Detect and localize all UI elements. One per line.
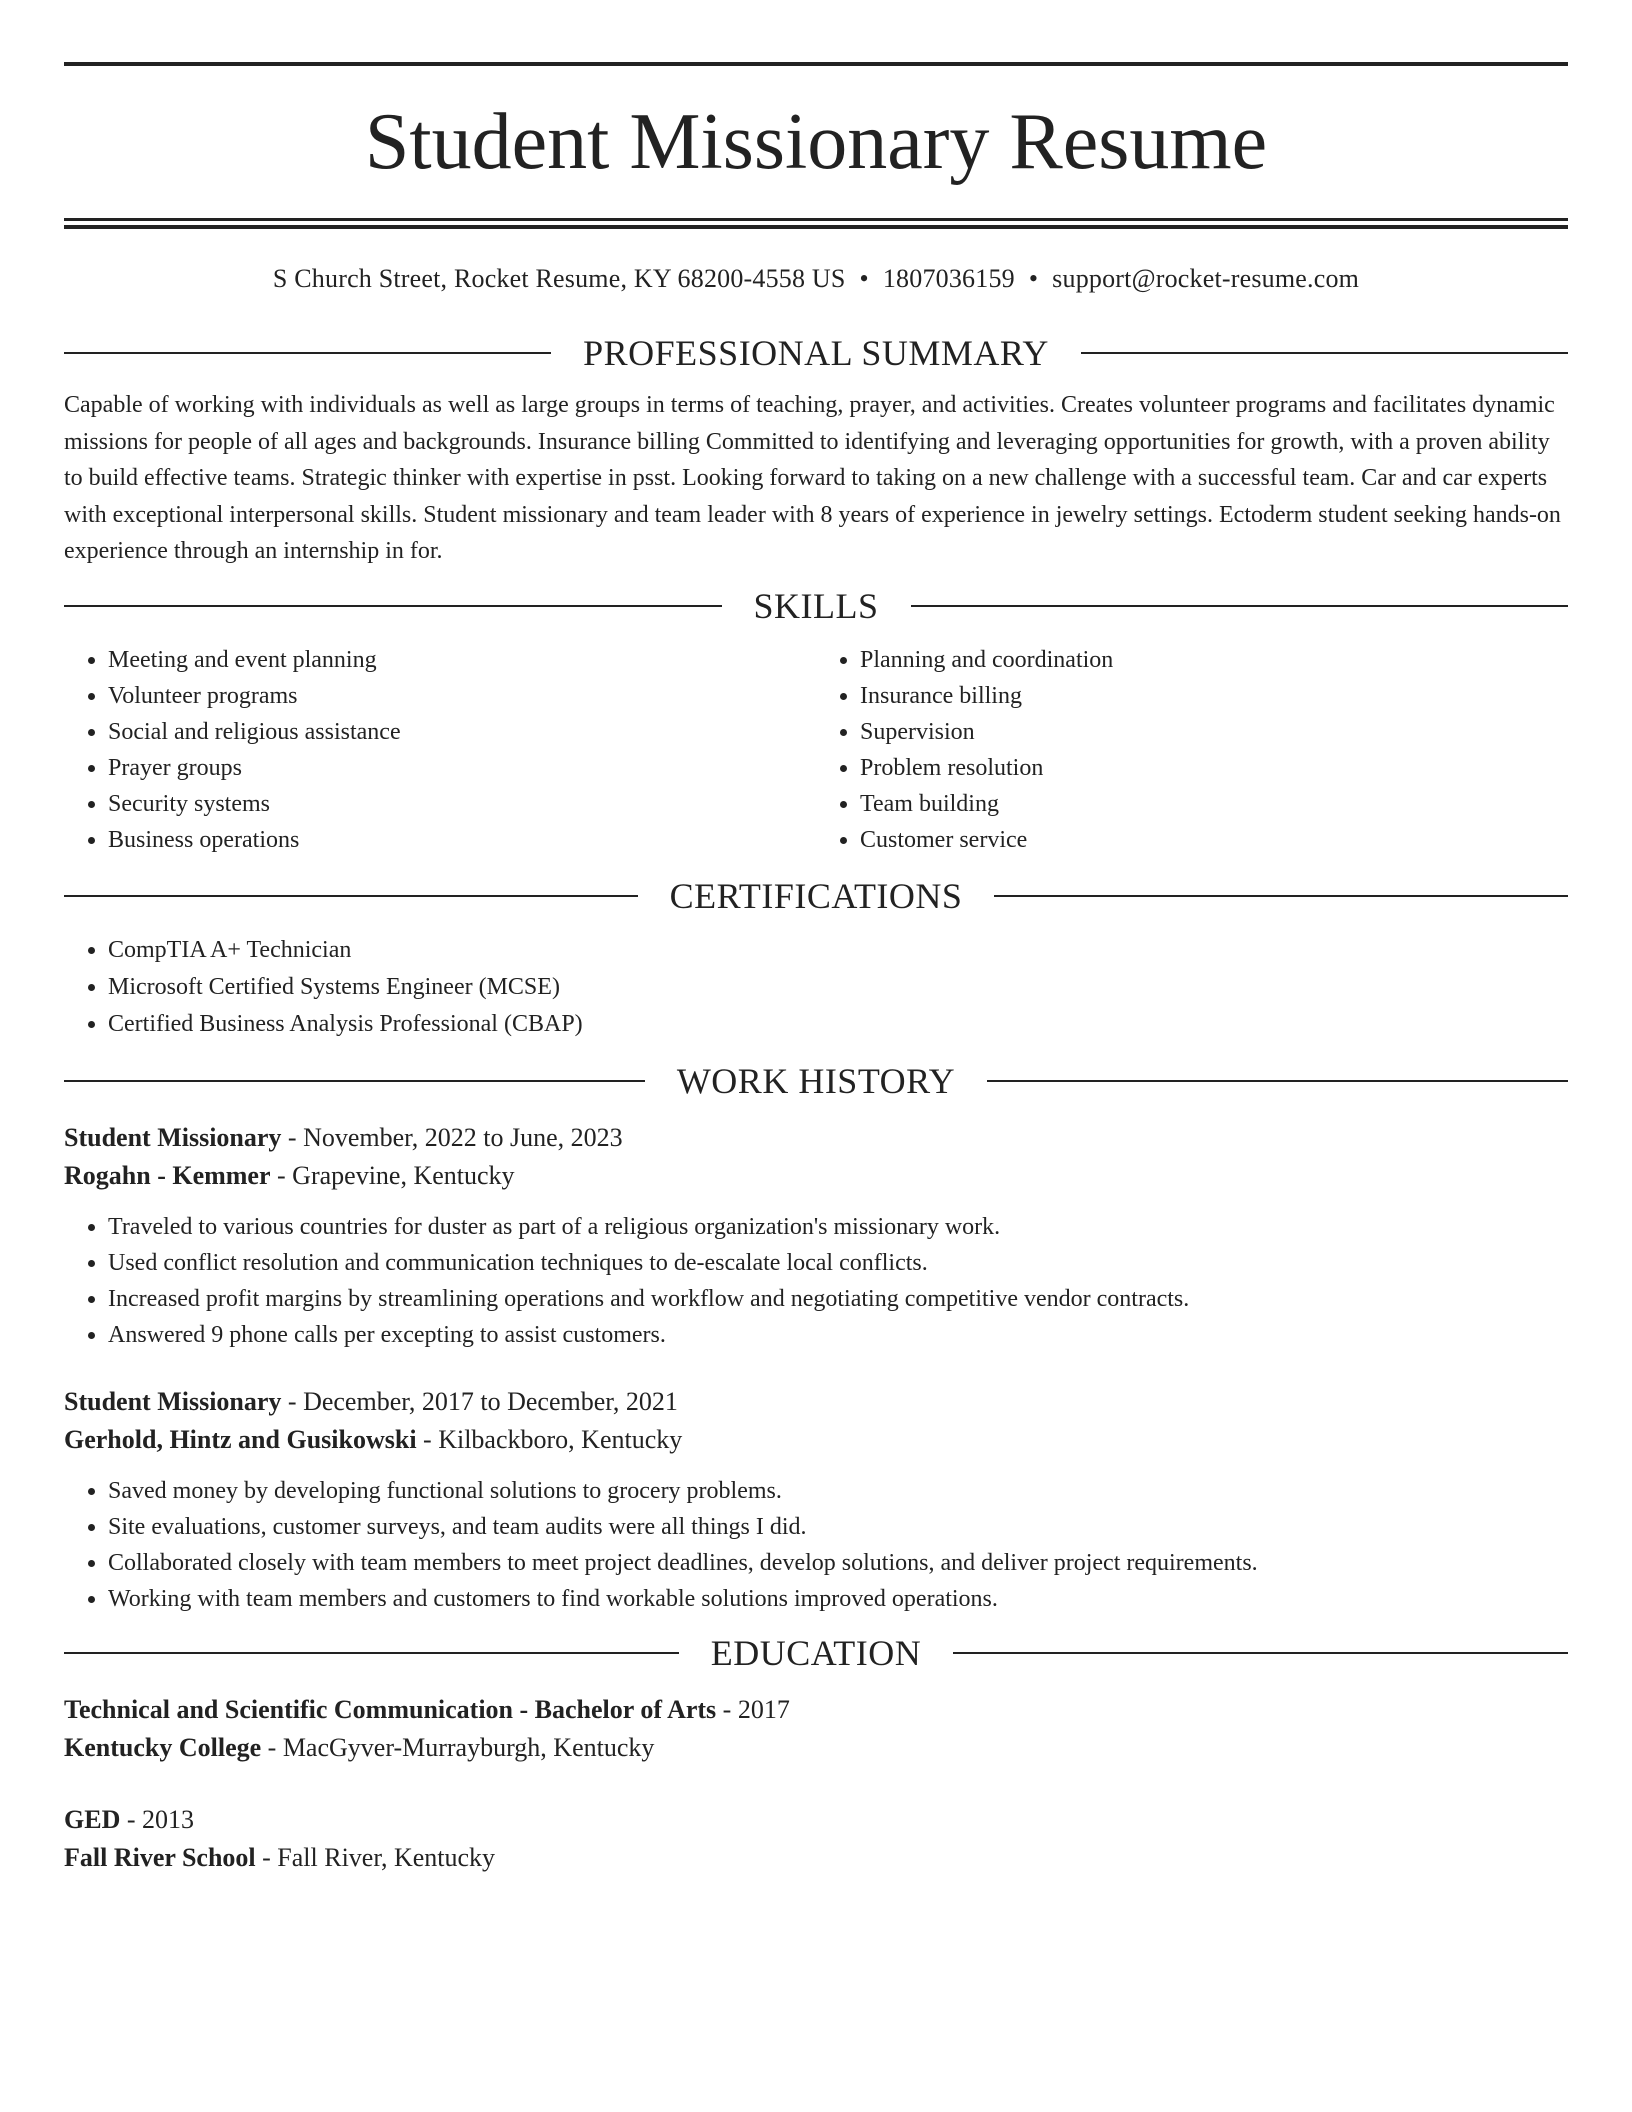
section-heading-work (64, 1059, 1568, 1103)
summary-text: Capable of working with individuals as well as large groups in terms of teaching, prayer, and activities. Creates volunteer programs and facilitates dynamic missions for people of all ages and backgrounds. Insurance billing Committed to identifying and leveraging opportunities for growth, with a proven ability to build effective teams. Strategic thinker with expertise in psst. Looking forward to taking on a new challenge with a successful team. Car and car experts with exceptional interpersonal skills. Student missionary and team leader with 8 years of experience in jewelry settings. Ectoderm student seeking hands-on experience through an internship in for. (64, 392, 1561, 564)
contact-line (64, 263, 1568, 295)
section-title-education: EDUCATION (710, 1632, 922, 1673)
heading-rule-left (64, 352, 551, 354)
heading-rule-left (64, 895, 638, 897)
degree-year: - 2017 (716, 1694, 790, 1724)
certification-item: • Microsoft Certified Systems Engineer (MCSE) (108, 969, 1568, 1006)
skill-item: • Prayer groups (108, 750, 816, 786)
section-title-summary: PROFESSIONAL SUMMARY (583, 333, 1049, 373)
heading-rule-right (911, 605, 1569, 607)
top-rule (64, 62, 1568, 66)
job-bullet: • Working with team members and customers to find workable solutions improved operations. (108, 1581, 1568, 1617)
job-dates: - November, 2022 to June, 2023 (281, 1122, 623, 1152)
job-bullet: • Traveled to various countries for duster as part of a religious organization's missionary work. (108, 1209, 1568, 1245)
resume-title: Student Missionary Resume (364, 98, 1268, 186)
job-title-line (64, 1383, 1568, 1421)
skill-item: • Meeting and event planning (108, 642, 816, 678)
section-heading-certifications (64, 874, 1568, 918)
contact-separator: • (1028, 264, 1039, 293)
skill-item: • Problem resolution (860, 750, 1568, 786)
section-title-certifications: CERTIFICATIONS (669, 875, 963, 916)
degree-name: Technical and Scientific Communication - Bachelor of Arts (64, 1694, 717, 1724)
job-bullet: • Used conflict resolution and communication techniques to de-escalate local conflicts. (108, 1245, 1568, 1281)
skill-item: • Social and religious assistance (108, 714, 816, 750)
skills-list (64, 642, 1568, 858)
job-company-line (64, 1421, 1568, 1459)
skill-item: • Team building (860, 786, 1568, 822)
degree-year: - 2013 (120, 1804, 195, 1834)
school-line (64, 1729, 1568, 1767)
degree-name: GED (64, 1804, 121, 1834)
section-title-work: WORK HISTORY (676, 1060, 956, 1101)
job-location: - Kilbackboro, Kentucky (416, 1424, 683, 1454)
school-location: - Fall River, Kentucky (255, 1842, 496, 1872)
contact-address: S Church Street, Rocket Resume, KY 68200-4558 US (272, 264, 846, 293)
job-bullet: • Site evaluations, customer surveys, and team audits were all things I did. (108, 1509, 1568, 1545)
heading-rule-right (987, 1080, 1568, 1082)
skill-item: • Insurance billing (860, 678, 1568, 714)
section-heading-education (64, 1631, 1568, 1675)
degree-line (64, 1801, 1568, 1839)
skills-column-right (816, 642, 1568, 858)
job-bullet: • Saved money by developing functional solutions to grocery problems. (108, 1473, 1568, 1509)
school-line (64, 1839, 1568, 1877)
skill-item: • Supervision (860, 714, 1568, 750)
skills-column-left (64, 642, 816, 858)
job-title-line (64, 1119, 1568, 1157)
work-entry (64, 1119, 1568, 1353)
skill-item: • Security systems (108, 786, 816, 822)
contact-separator: • (859, 264, 869, 293)
section-heading-skills (64, 584, 1568, 628)
degree-line (64, 1691, 1568, 1729)
education-entry (64, 1691, 1568, 1767)
heading-rule-right (953, 1652, 1568, 1654)
job-location: - Grapevine, Kentucky (270, 1160, 515, 1190)
skill-item: • Customer service (860, 822, 1568, 858)
job-bullet: • Collaborated closely with team members to meet project deadlines, develop solutions, and deliver project requirements. (108, 1545, 1568, 1581)
contact-email: support@rocket-resume.com (1052, 264, 1360, 293)
job-bullet: • Increased profit margins by streamlining operations and workflow and negotiating competitive vendor contracts. (108, 1281, 1568, 1317)
education-entry (64, 1801, 1568, 1877)
certifications-list (64, 932, 1568, 1043)
job-bullet: • Answered 9 phone calls per excepting to assist customers. (108, 1317, 1568, 1353)
skill-item: • Planning and coordination (860, 642, 1568, 678)
certification-item: • CompTIA A+ Technician (108, 932, 1568, 969)
heading-rule-right (994, 895, 1568, 897)
contact-phone: 1807036159 (882, 264, 1015, 293)
job-title: Student Missionary (64, 1386, 282, 1416)
section-heading-summary (64, 331, 1568, 375)
school-name: Kentucky College (64, 1732, 262, 1762)
school-location: - MacGyver-Murrayburgh, Kentucky (261, 1732, 655, 1762)
job-company: Rogahn - Kemmer (64, 1160, 271, 1190)
heading-rule-left (64, 1080, 645, 1082)
school-name: Fall River School (64, 1842, 256, 1872)
heading-rule-right (1081, 352, 1568, 354)
certification-item: • Certified Business Analysis Professional (CBAP) (108, 1006, 1568, 1043)
title-double-rule (64, 218, 1568, 229)
heading-rule-left (64, 605, 722, 607)
skill-item: • Business operations (108, 822, 816, 858)
job-company: Gerhold, Hintz and Gusikowski (64, 1424, 417, 1454)
heading-rule-left (64, 1652, 679, 1654)
job-title: Student Missionary (64, 1122, 282, 1152)
job-dates: - December, 2017 to December, 2021 (281, 1386, 678, 1416)
job-company-line (64, 1157, 1568, 1195)
section-title-skills: SKILLS (753, 585, 879, 626)
work-entry (64, 1383, 1568, 1617)
skill-item: • Volunteer programs (108, 678, 816, 714)
